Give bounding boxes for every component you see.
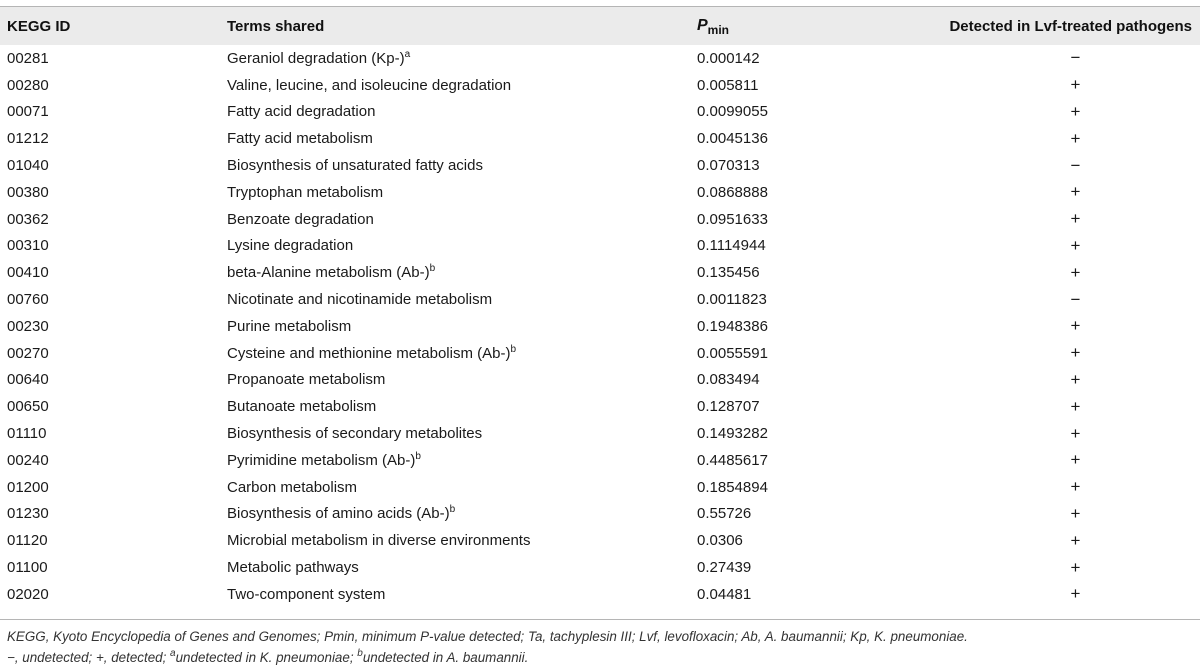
kegg-id-cell: 02020 <box>7 585 49 603</box>
p-min-cell: 0.0306 <box>697 532 743 550</box>
detected-cell: − <box>1070 289 1081 309</box>
p-min-cell: 0.1854894 <box>697 478 768 496</box>
table-row <box>0 554 1200 581</box>
table-row <box>0 152 1200 179</box>
table-row <box>0 581 1200 608</box>
term-text: Geraniol degradation (Kp-) <box>227 49 405 67</box>
kegg-id-cell: 00760 <box>7 291 49 309</box>
footnote-sup-a: a <box>170 648 176 659</box>
term-text: Biosynthesis of unsaturated fatty acids <box>227 157 483 175</box>
p-min-cell: 0.55726 <box>697 505 752 523</box>
p-min-cell: 0.1493282 <box>697 425 768 443</box>
header-p-min <box>697 7 897 45</box>
header-kegg-id: KEGG ID <box>7 17 71 35</box>
table-row <box>0 206 1200 233</box>
header-detected: Detected in Lvf-treated pathogens <box>949 17 1192 35</box>
p-min-cell: 0.0868888 <box>697 183 768 201</box>
kegg-id-cell: 00071 <box>7 103 49 121</box>
p-min-cell: 0.000142 <box>697 49 760 67</box>
kegg-id-cell: 00640 <box>7 371 49 389</box>
detected-cell: + <box>1070 235 1081 255</box>
p-min-cell: 0.04481 <box>697 585 752 603</box>
term-cell <box>227 233 697 260</box>
footnote-legend: −, undetected; +, detected; <box>7 650 171 665</box>
term-text: Cysteine and methionine metabolism (Ab-) <box>227 344 511 362</box>
table-row <box>0 447 1200 474</box>
table-row <box>0 99 1200 126</box>
detected-cell: + <box>1070 262 1081 282</box>
detected-cell: + <box>1070 584 1081 604</box>
detected-cell: + <box>1070 369 1081 389</box>
detected-cell: + <box>1070 128 1081 148</box>
term-cell <box>227 367 697 394</box>
term-cell <box>227 340 697 367</box>
kegg-id-cell: 01120 <box>7 532 48 550</box>
detected-cell: + <box>1070 423 1081 443</box>
table-row <box>0 393 1200 420</box>
table-header-row <box>0 7 1200 45</box>
term-text: Butanoate metabolism <box>227 398 377 416</box>
detected-cell: + <box>1070 343 1081 363</box>
term-footnote-marker: a <box>404 48 411 60</box>
table-row <box>0 340 1200 367</box>
table-row <box>0 179 1200 206</box>
term-footnote-marker: b <box>415 450 421 462</box>
term-cell <box>227 554 697 581</box>
term-text: Fatty acid degradation <box>227 103 376 121</box>
detected-cell: + <box>1070 101 1081 121</box>
term-text: Nicotinate and nicotinamide metabolism <box>227 291 493 309</box>
term-text: Propanoate metabolism <box>227 371 386 389</box>
detected-cell: − <box>1070 155 1081 175</box>
kegg-id-cell: 00240 <box>7 451 49 469</box>
table-row <box>0 527 1200 554</box>
term-text: Carbon metabolism <box>227 478 358 496</box>
p-min-cell: 0.0045136 <box>697 130 768 148</box>
p-min-cell: 0.0099055 <box>697 103 768 121</box>
table-row <box>0 259 1200 286</box>
term-text: Valine, leucine, and isoleucine degradation <box>227 76 512 94</box>
kegg-table <box>0 7 1200 608</box>
term-text: Lysine degradation <box>227 237 354 255</box>
table-row <box>0 420 1200 447</box>
kegg-id-cell: 00650 <box>7 398 49 416</box>
kegg-id-cell: 00280 <box>7 76 49 94</box>
p-min-cell: 0.27439 <box>697 559 752 577</box>
kegg-id-cell: 00380 <box>7 183 49 201</box>
term-text: Benzoate degradation <box>227 210 374 228</box>
term-text: Tryptophan metabolism <box>227 183 384 201</box>
term-cell <box>227 313 697 340</box>
table-row <box>0 474 1200 501</box>
term-cell <box>227 420 697 447</box>
detected-cell: − <box>1070 48 1081 68</box>
term-text: Metabolic pathways <box>227 559 359 577</box>
p-min-cell: 0.070313 <box>697 157 760 175</box>
p-min-cell: 0.4485617 <box>697 451 768 469</box>
table-row <box>0 72 1200 99</box>
bottom-rule <box>0 619 1200 620</box>
detected-cell: + <box>1070 530 1081 550</box>
footnote-sup-b: b <box>357 648 363 659</box>
kegg-id-cell: 00270 <box>7 344 49 362</box>
detected-cell: + <box>1070 557 1081 577</box>
term-cell <box>227 152 697 179</box>
footnote-line-1: KEGG, Kyoto Encyclopedia of Genes and Genomes; Pmin, minimum P-value detected; Ta, tachyplesin III; Lvf, levofloxacin; Ab, A. baumannii; Kp, K. pneumoniae. <box>7 629 968 644</box>
term-text: Two-component system <box>227 585 386 603</box>
term-text: beta-Alanine metabolism (Ab-) <box>227 264 430 282</box>
kegg-id-cell: 00281 <box>7 49 49 67</box>
detected-cell: + <box>1070 450 1081 470</box>
term-cell <box>227 527 697 554</box>
term-cell <box>227 581 697 608</box>
term-cell <box>227 45 697 72</box>
footnote-note-b: undetected in A. baumannii. <box>362 650 529 665</box>
term-cell <box>227 259 697 286</box>
footnote-line-2 <box>7 647 1197 668</box>
header-p-main: P <box>697 17 708 34</box>
term-cell <box>227 179 697 206</box>
kegg-id-cell: 00362 <box>7 210 49 228</box>
term-cell <box>227 206 697 233</box>
term-text: Microbial metabolism in diverse environments <box>227 532 531 550</box>
detected-cell: + <box>1070 503 1081 523</box>
detected-cell: + <box>1070 182 1081 202</box>
p-min-cell: 0.128707 <box>697 398 760 416</box>
detected-cell: + <box>1070 209 1081 229</box>
term-cell <box>227 286 697 313</box>
term-text: Biosynthesis of secondary metabolites <box>227 425 483 443</box>
kegg-id-cell: 00410 <box>7 264 49 282</box>
term-cell <box>227 125 697 152</box>
kegg-id-cell: 00230 <box>7 317 49 335</box>
kegg-id-cell: 01110 <box>7 425 47 443</box>
term-text: Pyrimidine metabolism (Ab-) <box>227 451 416 469</box>
kegg-id-cell: 01100 <box>7 559 48 577</box>
footnote-note-a: undetected in K. pneumoniae; <box>175 650 358 665</box>
term-text: Purine metabolism <box>227 317 352 335</box>
table-row <box>0 313 1200 340</box>
term-cell <box>227 447 697 474</box>
table-row <box>0 233 1200 260</box>
detected-cell: + <box>1070 396 1081 416</box>
term-cell <box>227 393 697 420</box>
p-min-cell: 0.0055591 <box>697 344 768 362</box>
detected-cell: + <box>1070 316 1081 336</box>
kegg-id-cell: 01200 <box>7 478 49 496</box>
header-p-sub: min <box>707 23 730 37</box>
term-footnote-marker: b <box>429 263 436 275</box>
table-row <box>0 45 1200 72</box>
term-cell <box>227 72 697 99</box>
header-terms-shared: Terms shared <box>227 17 325 35</box>
term-cell <box>227 474 697 501</box>
p-min-cell: 0.1114944 <box>697 237 766 255</box>
detected-cell: + <box>1070 477 1081 497</box>
p-min-cell: 0.005811 <box>697 76 759 94</box>
term-cell <box>227 99 697 126</box>
term-text: Biosynthesis of amino acids (Ab-) <box>227 505 450 523</box>
table-row <box>0 125 1200 152</box>
kegg-id-cell: 01040 <box>7 157 49 175</box>
p-min-cell: 0.0011823 <box>697 291 767 309</box>
p-min-cell: 0.0951633 <box>697 210 768 228</box>
table-footnote <box>7 626 1197 668</box>
detected-cell: + <box>1070 75 1081 95</box>
p-min-cell: 0.1948386 <box>697 317 768 335</box>
term-footnote-marker: b <box>449 504 456 516</box>
table-row <box>0 286 1200 313</box>
p-min-cell: 0.083494 <box>697 371 760 389</box>
table-row <box>0 501 1200 528</box>
table-row <box>0 367 1200 394</box>
p-min-cell: 0.135456 <box>697 264 760 282</box>
kegg-id-cell: 00310 <box>7 237 49 255</box>
term-footnote-marker: b <box>510 343 517 355</box>
kegg-id-cell: 01230 <box>7 505 49 523</box>
term-cell <box>227 501 697 528</box>
kegg-id-cell: 01212 <box>7 130 49 148</box>
term-text: Fatty acid metabolism <box>227 130 373 148</box>
